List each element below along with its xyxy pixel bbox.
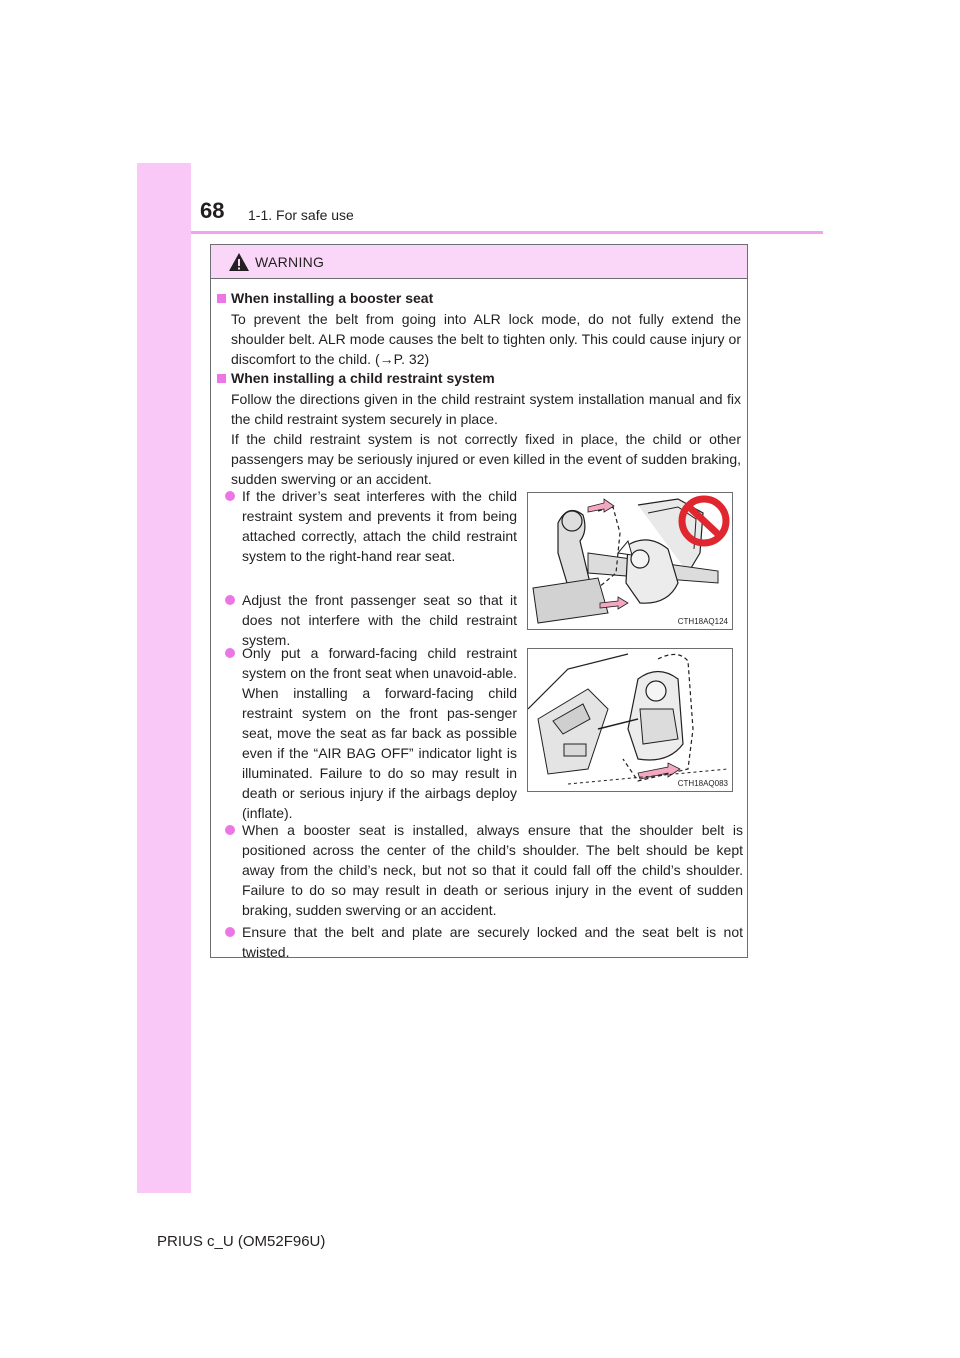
section-heading: When installing a booster seat	[217, 290, 433, 306]
square-bullet-icon	[217, 294, 226, 303]
round-bullet-icon	[225, 491, 235, 501]
list-item: Ensure that the belt and plate are securely locked and the seat belt is not twisted.	[225, 922, 743, 962]
warning-header	[211, 245, 747, 279]
side-tab-bar	[137, 163, 191, 1193]
section-text: Follow the directions given in the child restraint system installation manual and fix the child restraint system securely in place.	[231, 391, 741, 427]
warning-triangle-icon	[228, 252, 250, 272]
list-item: If the driver’s seat interferes with the child restraint system and prevents it from being attached correctly, attach the child restraint system to the right-hand rear seat.	[225, 486, 517, 566]
round-bullet-icon	[225, 825, 235, 835]
section-text: To prevent the belt from going into ALR lock mode, do not fully extend the shoulder belt. ALR mode causes the belt to tighten only. This could cause injury or discomfort to the child. (→P. 32)	[231, 311, 741, 367]
rear-seat-illustration	[528, 493, 732, 629]
figure-rear-seat-interference	[527, 492, 733, 630]
round-bullet-icon	[225, 595, 235, 605]
header-rule	[191, 231, 823, 234]
footer-model: PRIUS c_U (OM52F96U)	[157, 1233, 326, 1250]
figure-code: CTH18AQ124	[677, 617, 728, 626]
list-item: Only put a forward-facing child restraint system on the front seat when unavoid-able. When installing a forward-facing child restraint system on the front pas-senger seat, move the seat as far back as possible even if the “AIR BAG OFF” indicator light is illuminated. Failure to do so may result in death or serious injury if the airbags deploy (inflate).	[225, 643, 517, 823]
section-title: 1-1. For safe use	[248, 207, 354, 223]
front-seat-illustration	[528, 649, 732, 791]
round-bullet-icon	[225, 927, 235, 937]
list-item: When a booster seat is installed, always ensure that the shoulder belt is positioned across the center of the child’s shoulder. The belt should be kept away from the child’s neck, but not so that it could fall off the child’s shoulder. Failure to do so may result in death or serious injury in the event of sudden braking, sudden swerving or an accident.	[225, 820, 743, 920]
list-item: Adjust the front passenger seat so that it does not interfere with the child restraint system.	[225, 590, 517, 650]
section-heading: When installing a child restraint system	[217, 370, 495, 386]
warning-label: WARNING	[255, 254, 325, 270]
page-number: 68	[200, 198, 225, 223]
section-text: If the child restraint system is not correctly fixed in place, the child or other passengers may be seriously injured or even killed in the event of sudden braking, sudden swerving or an accident.	[231, 431, 741, 487]
round-bullet-icon	[225, 648, 235, 658]
figure-code: CTH18AQ083	[677, 779, 728, 788]
figure-front-seat-forward-facing	[527, 648, 733, 792]
square-bullet-icon	[217, 374, 226, 383]
warning-box	[210, 244, 748, 958]
